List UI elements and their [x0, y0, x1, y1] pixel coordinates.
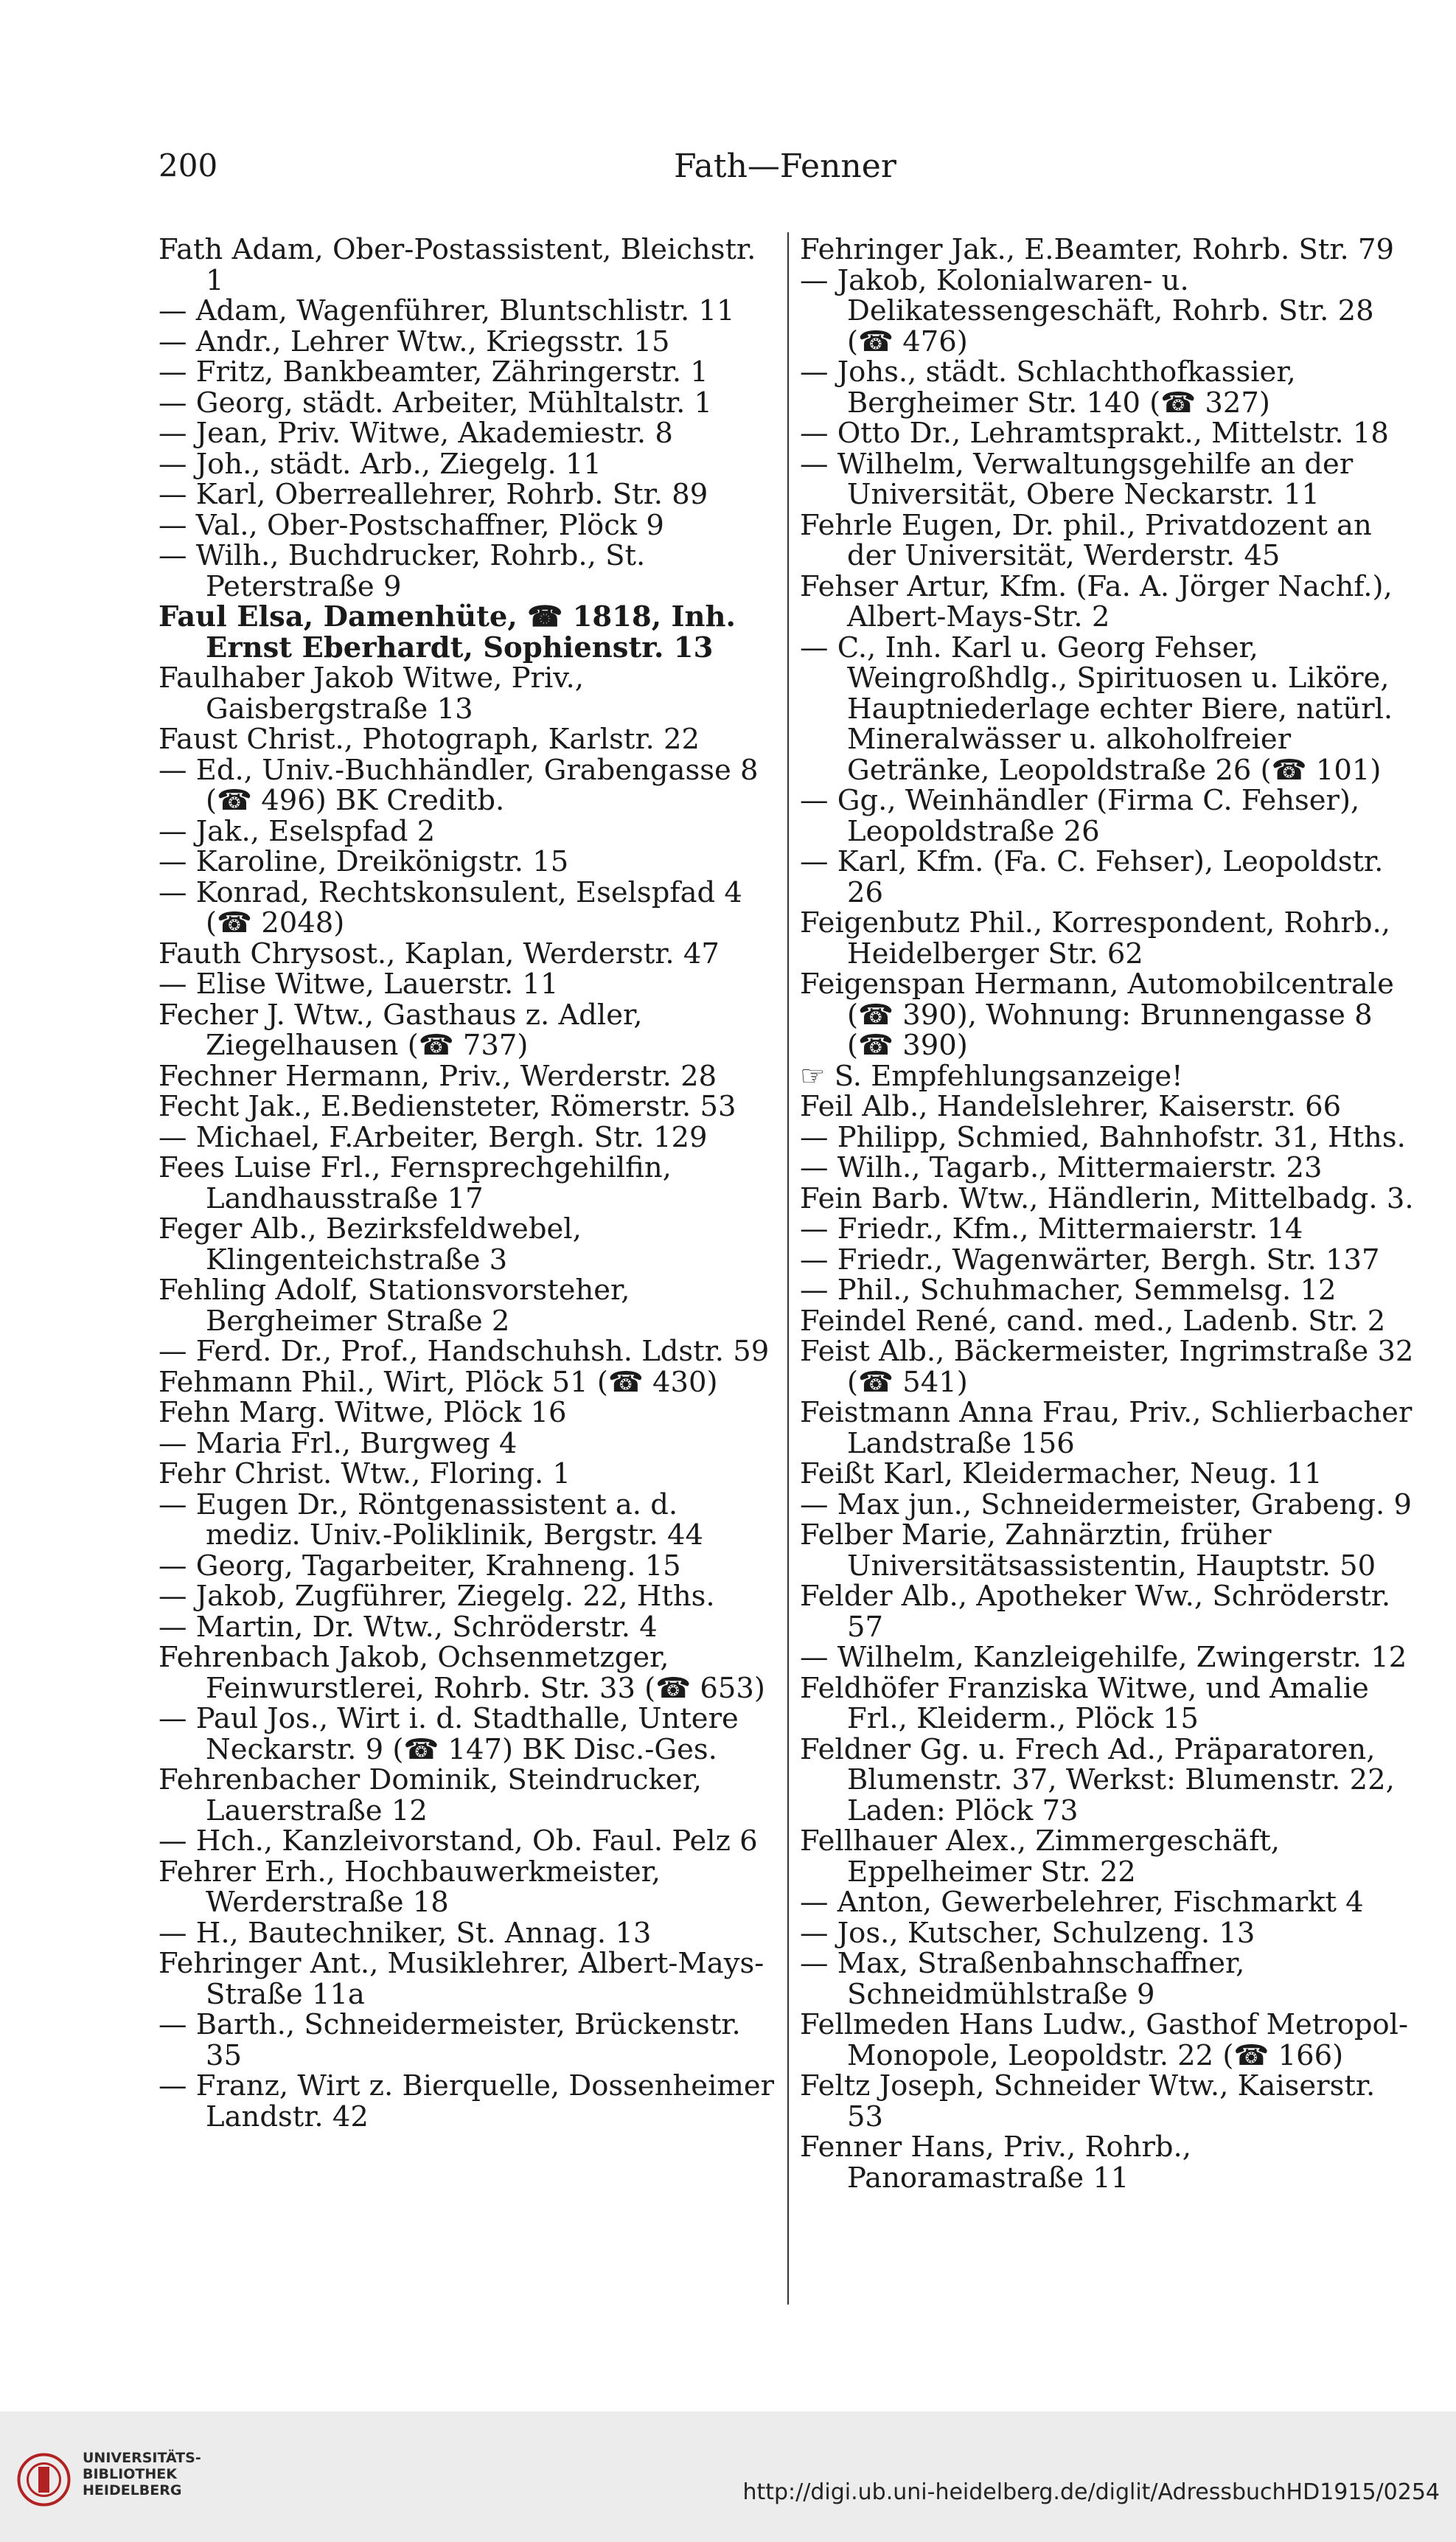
directory-entry: Fehling Adolf, Stationsvorsteher, Bergheimer Straße 2	[159, 1274, 630, 1338]
directory-entry: — Johs., städt. Schlachthofkassier, Bergheimer Str. 140 (☎ 327)	[800, 355, 1296, 420]
directory-entry: — Karl, Kfm. (Fa. C. Fehser), Leopoldstr. 26	[800, 845, 1384, 909]
directory-entry: Fein Barb. Wtw., Händlerin, Mittelbadg. 3.	[800, 1181, 1414, 1215]
source-url[interactable]: http://digi.ub.uni-heidelberg.de/diglit/AdressbuchHD1915/0254	[742, 2479, 1440, 2505]
directory-entry: — Franz, Wirt z. Bierquelle, Dossenheimer Landstr. 42	[159, 2069, 775, 2133]
directory-entry: Faul Elsa, Damenhüte, ☎ 1818, Inh. Ernst Eberhardt, Sophienstr. 13	[159, 600, 736, 664]
directory-entry: Fehrle Eugen, Dr. phil., Privatdozent an der Universität, Werderstr. 45	[800, 508, 1372, 572]
library-name-line: UNIVERSITÄTS-	[83, 2450, 201, 2466]
directory-entry: — Otto Dr., Lehramtsprakt., Mittelstr. 18	[800, 417, 1389, 450]
directory-entry: — Michael, F.Arbeiter, Bergh. Str. 129	[159, 1120, 708, 1154]
directory-entry: Feger Alb., Bezirksfeldwebel, Klingenteichstraße 3	[159, 1212, 582, 1277]
directory-entry: Faulhaber Jakob Witwe, Priv., Gaisbergstraße 13	[159, 661, 584, 726]
directory-entry: — Andr., Lehrer Wtw., Kriegsstr. 15	[159, 324, 670, 358]
directory-entry: — Anton, Gewerbelehrer, Fischmarkt 4	[800, 1886, 1364, 1919]
directory-entry: Feldner Gg. u. Frech Ad., Präparatoren, Blumenstr. 37, Werkst: Blumenstr. 22, Laden: Plöck 73	[800, 1732, 1395, 1827]
directory-entry: Fees Luise Frl., Fernsprechgehilfin, Landhausstraße 17	[159, 1151, 672, 1215]
directory-entry: — H., Bautechniker, St. Annag. 13	[159, 1916, 652, 1950]
directory-entry: Felder Alb., Apotheker Ww., Schröderstr. 57	[800, 1580, 1391, 1644]
directory-entry: — C., Inh. Karl u. Georg Fehser, Weingroßhdlg., Spirituosen u. Liköre, Hauptniederlage echter Biere, natürl. Mineralwässer u. alkoholfreier Getränke, Leopoldstraße 26 (☎ 101)	[800, 631, 1393, 787]
directory-entry: Fehmann Phil., Wirt, Plöck 51 (☎ 430)	[159, 1365, 718, 1399]
directory-entry: Fehr Christ. Wtw., Floring. 1	[159, 1457, 571, 1490]
directory-entry: Feigenspan Hermann, Automobilcentrale (☎ 390), Wohnung: Brunnengasse 8 (☎ 390)	[800, 968, 1394, 1062]
directory-entry: — Georg, städt. Arbeiter, Mühltalstr. 1	[159, 386, 713, 420]
directory-entry: Fehser Artur, Kfm. (Fa. A. Jörger Nachf.), Albert-Mays-Str. 2	[800, 569, 1393, 633]
directory-entry: — Wilhelm, Verwaltungsgehilfe an der Universität, Obere Neckarstr. 11	[800, 447, 1354, 511]
directory-entry: — Gg., Weinhändler (Firma C. Fehser), Leopoldstraße 26	[800, 784, 1360, 848]
directory-entry: — Joh., städt. Arb., Ziegelg. 11	[159, 447, 602, 481]
directory-entry: — Jakob, Kolonialwaren- u. Delikatessengeschäft, Rohrb. Str. 28 (☎ 476)	[800, 263, 1374, 358]
directory-entry: — Maria Frl., Burgweg 4	[159, 1426, 518, 1460]
directory-entry: Feil Alb., Handelslehrer, Kaiserstr. 66	[800, 1090, 1342, 1123]
directory-entry: — Martin, Dr. Wtw., Schröderstr. 4	[159, 1610, 658, 1644]
directory-entry: — Adam, Wagenführer, Bluntschlistr. 11	[159, 294, 735, 327]
directory-entry: Feißt Karl, Kleidermacher, Neug. 11	[800, 1457, 1323, 1490]
directory-entry: — Karl, Oberreallehrer, Rohrb. Str. 89	[159, 478, 708, 511]
directory-entry: — Philipp, Schmied, Bahnhofstr. 31, Hths.	[800, 1120, 1406, 1154]
page-header	[159, 147, 1412, 199]
directory-entry: — Jean, Priv. Witwe, Akademiestr. 8	[159, 417, 673, 450]
directory-entry: — Jakob, Zugführer, Ziegelg. 22, Hths.	[159, 1580, 715, 1613]
directory-entry: — Eugen Dr., Röntgenassistent a. d. mediz. Univ.-Poliklinik, Bergstr. 44	[159, 1487, 704, 1552]
directory-entry: Feldhöfer Franziska Witwe, und Amalie Frl., Kleiderm., Plöck 15	[800, 1671, 1369, 1735]
directory-entry: — Georg, Tagarbeiter, Krahneng. 15	[159, 1549, 681, 1583]
directory-entry: — Wilh., Tagarb., Mittermaierstr. 23	[800, 1151, 1323, 1184]
directory-entry: Fehringer Ant., Musiklehrer, Albert-Mays-Straße 11a	[159, 1947, 764, 2011]
directory-entry: — Max, Straßenbahnschaffner, Schneidmühlstraße 9	[800, 1947, 1245, 2011]
library-name	[83, 2450, 201, 2498]
column-divider	[787, 232, 789, 2305]
directory-entry: Fellhauer Alex., Zimmergeschäft, Eppelheimer Str. 22	[800, 1824, 1281, 1889]
directory-entry: — Paul Jos., Wirt i. d. Stadthalle, Untere Neckarstr. 9 (☎ 147) BK Disc.-Ges.	[159, 1702, 739, 1766]
directory-entry: Feist Alb., Bäckermeister, Ingrimstraße 32 (☎ 541)	[800, 1335, 1414, 1399]
directory-entry: Fechner Hermann, Priv., Werderstr. 28	[159, 1059, 717, 1093]
directory-entry: Fath Adam, Ober-Postassistent, Bleichstr. 1	[159, 233, 756, 297]
footer	[0, 2411, 1456, 2542]
directory-entry: Fehrenbach Jakob, Ochsenmetzger, Feinwurstlerei, Rohrb. Str. 33 (☎ 653)	[159, 1641, 765, 1705]
page-number: 200	[159, 147, 218, 184]
directory-entry: Fehrenbacher Dominik, Steindrucker, Lauerstraße 12	[159, 1763, 703, 1827]
library-name-line: BIBLIOTHEK	[83, 2466, 177, 2482]
directory-entry: — Wilhelm, Kanzleigehilfe, Zwingerstr. 12	[800, 1641, 1407, 1674]
directory-entry: Felber Marie, Zahnärztin, früher Universitätsassistentin, Hauptstr. 50	[800, 1518, 1376, 1583]
directory-entry: Fecht Jak., E.Bediensteter, Römerstr. 53	[159, 1090, 736, 1123]
directory-entry: ☞ S. Empfehlungsanzeige!	[800, 1059, 1183, 1093]
directory-entry: — Max jun., Schneidermeister, Grabeng. 9	[800, 1487, 1412, 1521]
directory-entry: Faust Christ., Photograph, Karlstr. 22	[159, 723, 700, 756]
directory-entry: — Elise Witwe, Lauerstr. 11	[159, 968, 559, 1001]
directory-entry: — Friedr., Wagenwärter, Bergh. Str. 137	[800, 1243, 1380, 1277]
directory-entry: Feigenbutz Phil., Korrespondent, Rohrb., Heidelberger Str. 62	[800, 906, 1390, 970]
directory-entry: — Val., Ober-Postschaffner, Plöck 9	[159, 508, 664, 542]
directory-entry: — Hch., Kanzleivorstand, Ob. Faul. Pelz 6	[159, 1824, 758, 1858]
directory-entry: — Ferd. Dr., Prof., Handschuhsh. Ldstr. 59	[159, 1335, 770, 1368]
directory-entry: — Friedr., Kfm., Mittermaierstr. 14	[800, 1212, 1303, 1246]
directory-entry: Feindel René, cand. med., Ladenb. Str. 2	[800, 1304, 1386, 1338]
directory-entry: Feltz Joseph, Schneider Wtw., Kaiserstr. 53	[800, 2069, 1376, 2133]
directory-entry: — Karoline, Dreikönigstr. 15	[159, 845, 569, 878]
directory-entry: — Fritz, Bankbeamter, Zähringerstr. 1	[159, 355, 708, 389]
directory-entry: — Ed., Univ.-Buchhändler, Grabengasse 8 (☎ 496) BK Creditb.	[159, 753, 759, 817]
library-logo-icon	[16, 2452, 72, 2507]
directory-entry: — Barth., Schneidermeister, Brückenstr. 35	[159, 2008, 741, 2072]
directory-entry: Fellmeden Hans Ludw., Gasthof Metropol-Monopole, Leopoldstr. 22 (☎ 166)	[800, 2008, 1409, 2072]
directory-entry: — Jos., Kutscher, Schulzeng. 13	[800, 1916, 1255, 1950]
directory-entry: — Konrad, Rechtskonsulent, Eselspfad 4 (☎ 2048)	[159, 875, 742, 940]
directory-entry: Fehringer Jak., E.Beamter, Rohrb. Str. 79	[800, 233, 1394, 266]
directory-entry: — Wilh., Buchdrucker, Rohrb., St. Peterstraße 9	[159, 539, 646, 603]
directory-entry: — Jak., Eselspfad 2	[159, 814, 436, 848]
directory-entry: Fecher J. Wtw., Gasthaus z. Adler, Ziegelhausen (☎ 737)	[159, 998, 643, 1062]
left-column	[159, 235, 778, 2132]
library-name-line: HEIDELBERG	[83, 2482, 182, 2498]
directory-entry: Fehrer Erh., Hochbauwerkmeister, Werderstraße 18	[159, 1855, 661, 1919]
directory-entry: Fehn Marg. Witwe, Plöck 16	[159, 1396, 567, 1429]
directory-entry: — Phil., Schuhmacher, Semmelsg. 12	[800, 1274, 1337, 1307]
directory-entry: Fauth Chrysost., Kaplan, Werderstr. 47	[159, 937, 720, 970]
right-column	[800, 235, 1415, 2193]
directory-entry: Fenner Hans, Priv., Rohrb., Panoramastraße 11	[800, 2131, 1191, 2195]
directory-entry: Feistmann Anna Frau, Priv., Schlierbacher Landstraße 156	[800, 1396, 1413, 1460]
running-head: Fath—Fenner	[674, 147, 896, 185]
